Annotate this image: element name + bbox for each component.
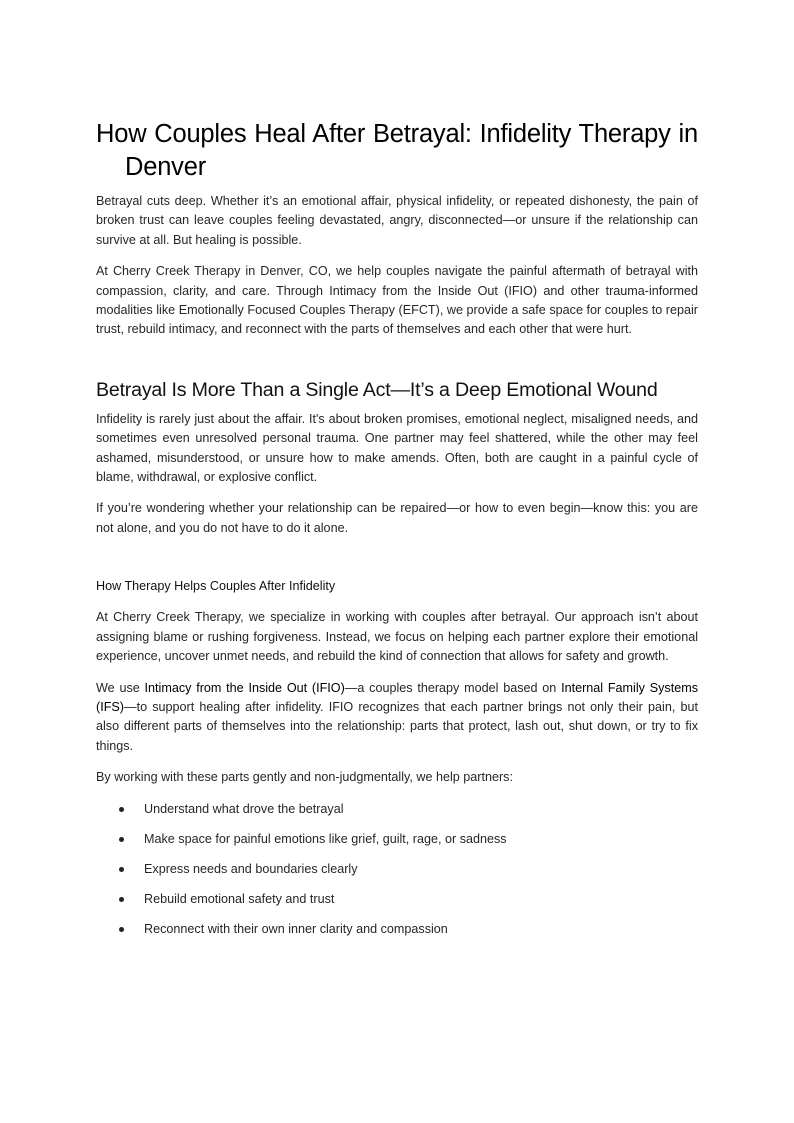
p2-text-after: —to support healing after infidelity. IFIO recognizes that each partner brings not only their pain, but also different parts of themselves into the relationship: parts that protect, lash out, shut down, or try to fix things. — [96, 699, 698, 753]
bullet-icon — [119, 837, 124, 842]
bullet-icon — [119, 867, 124, 872]
section2-paragraph-2 — [96, 679, 698, 757]
ifs-term: Internal Family Systems (IFS) — [96, 680, 699, 714]
document-page — [96, 118, 698, 950]
list-item-text: Reconnect with their own inner clarity and compassion — [144, 921, 448, 936]
list-item — [96, 890, 698, 909]
p2-text-middle: —a couples therapy model based on — [344, 680, 562, 695]
ifio-term: Intimacy from the Inside Out (IFIO) — [144, 680, 345, 695]
list-item — [96, 800, 698, 819]
list-item — [96, 830, 698, 849]
list-item-text: Make space for painful emotions like grief, guilt, rage, or sadness — [144, 831, 507, 846]
section-heading-betrayal-wound: Betrayal Is More Than a Single Act—It’s a Deep Emotional Wound — [96, 378, 658, 401]
section-heading-how-therapy-helps: How Therapy Helps Couples After Infidelity — [96, 579, 336, 594]
list-item-text: Rebuild emotional safety and trust — [144, 891, 335, 906]
section2-paragraph-1: At Cherry Creek Therapy, we specialize in working with couples after betrayal. Our approach isn’t about assigning blame or rushing forgiveness. Instead, we focus on helping each partner explore their emotional experience, uncover unmet needs, and rebuild the kind of connection that allows for safety and growth. — [96, 610, 698, 664]
intro-paragraph-1: Betrayal cuts deep. Whether it’s an emotional affair, physical infidelity, or repeated dishonesty, the pain of broken trust can leave couples feeling devastated, angry, disconnected—or unsure if the relationship can survive at all. But healing is possible. — [96, 194, 698, 247]
intro-paragraph-2: At Cherry Creek Therapy in Denver, CO, we help couples navigate the painful aftermath of betrayal with compassion, clarity, and care. Through Intimacy from the Inside Out (IFIO) and other trauma-informed modalities like Emotionally Focused Couples Therapy (EFCT), we provide a safe space for couples to repair trust, rebuild intimacy, and reconnect with the parts of themselves and each other that were hurt. — [96, 264, 698, 337]
p2-text-before: We use — [96, 680, 145, 695]
list-item-text: Understand what drove the betrayal — [144, 801, 344, 816]
section1-paragraph-2: If you’re wondering whether your relationship can be repaired—or how to even begin—know this: you are not alone, and you do not have to do it alone. — [96, 501, 698, 535]
section2-paragraph-3: By working with these parts gently and non-judgmentally, we help partners: — [96, 770, 513, 785]
bullet-icon — [119, 897, 124, 902]
list-item-text: Express needs and boundaries clearly — [144, 861, 358, 876]
bullet-list — [96, 800, 698, 939]
list-item — [96, 920, 698, 939]
bullet-icon — [119, 927, 124, 932]
bullet-icon — [119, 807, 124, 812]
list-item — [96, 860, 698, 879]
section1-paragraph-1: Infidelity is rarely just about the affair. It's about broken promises, emotional neglect, misaligned needs, and sometimes even unresolved personal trauma. One partner may feel shattered, while the other may feel ashamed, misunderstood, or unsure how to make amends. Often, both are caught in a painful cycle of blame, withdrawal, or explosive conflict. — [96, 411, 698, 485]
page-title: How Couples Heal After Betrayal: Infidelity Therapy in Denver — [96, 120, 698, 181]
